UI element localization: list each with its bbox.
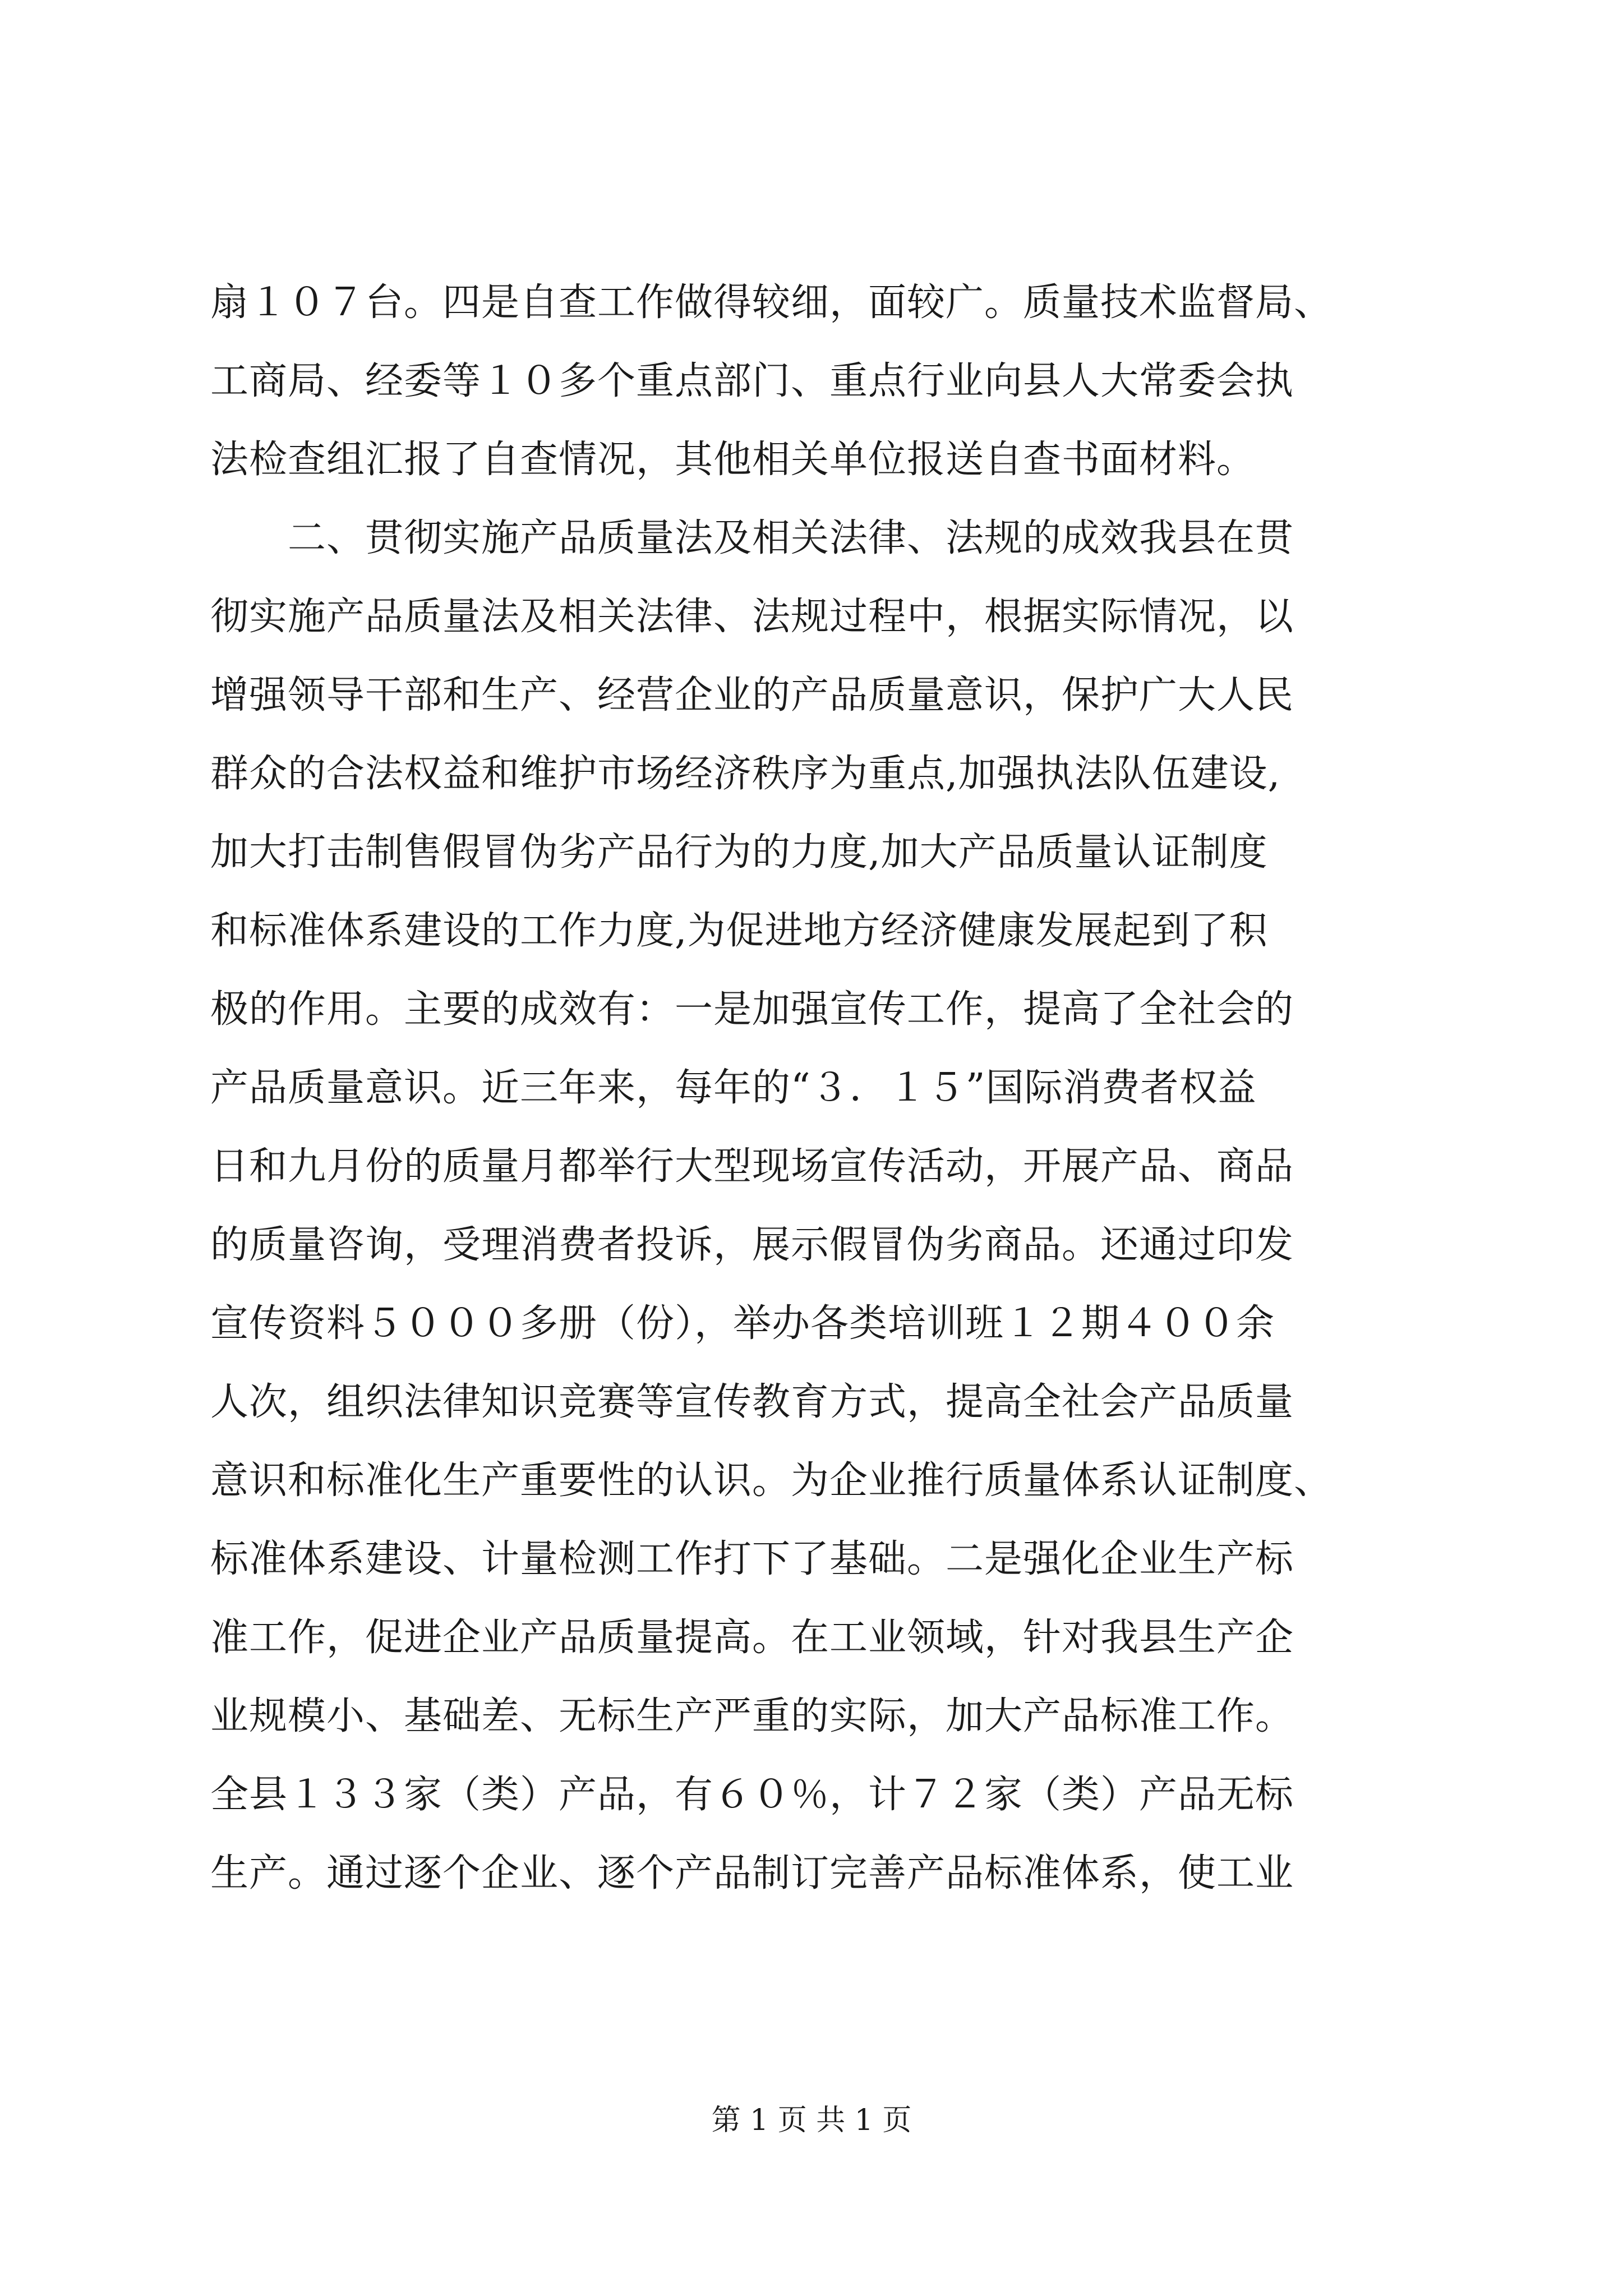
text-line: 法检查组汇报了自查情况，其他相关单位报送自查书面材料。 [210,438,1256,482]
text-line: 人次，组织法律知识竞赛等宣传教育方式，提高全社会产品质量 [210,1380,1294,1424]
text-line: 业规模小、基础差、无标生产严重的实际，加大产品标准工作。 [210,1694,1294,1738]
text-line: 和标准体系建设的工作力度,为促进地方经济健康发展起到了积 [210,909,1268,953]
text-line: 准工作，促进企业产品质量提高。在工业领域，针对我县生产企 [210,1616,1294,1660]
page-number-label: 第 1 页 共 1 页 [711,2104,912,2137]
body-text [210,264,1444,1913]
text-line: 日和九月份的质量月都举行大型现场宣传活动，开展产品、商品 [210,1144,1294,1189]
text-line: 工商局、经委等１０多个重点部门、重点行业向县人大常委会执 [210,359,1294,403]
text-line: 生产。通过逐个企业、逐个产品制订完善产品标准体系，使工业 [210,1851,1294,1895]
text-line: 彻实施产品质量法及相关法律、法规过程中，根据实际情况，以 [210,595,1294,639]
text-line: 群众的合法权益和维护市场经济秩序为重点,加强执法队伍建设, [210,752,1281,796]
text-line: 的质量咨询，受理消费者投诉，展示假冒伪劣商品。还通过印发 [210,1223,1294,1267]
text-line: 全县１３３家（类）产品，有６０％，计７２家（类）产品无标 [210,1773,1294,1817]
text-line: 意识和标准化生产重要性的认识。为企业推行质量体系认证制度、 [210,1458,1333,1503]
page-footer [0,2101,1623,2140]
text-line: 产品质量意识。近三年来，每年的“３．１５”国际消费者权益 [210,1066,1257,1110]
text-line: 二、贯彻实施产品质量法及相关法律、法规的成效我县在贯 [210,516,1294,560]
text-line: 扇１０７台。四是自查工作做得较细，面较广。质量技术监督局、 [210,280,1333,325]
text-line: 标准体系建设、计量检测工作打下了基础。二是强化企业生产标 [210,1537,1294,1581]
text-line: 宣传资料５０００多册（份），举办各类培训班１２期４００余 [210,1301,1275,1346]
text-line: 加大打击制售假冒伪劣产品行为的力度,加大产品质量认证制度 [210,830,1268,875]
text-line: 极的作用。主要的成效有：一是加强宣传工作，提高了全社会的 [210,987,1294,1032]
text-line: 增强领导干部和生产、经营企业的产品质量意识，保护广大人民 [210,673,1294,717]
